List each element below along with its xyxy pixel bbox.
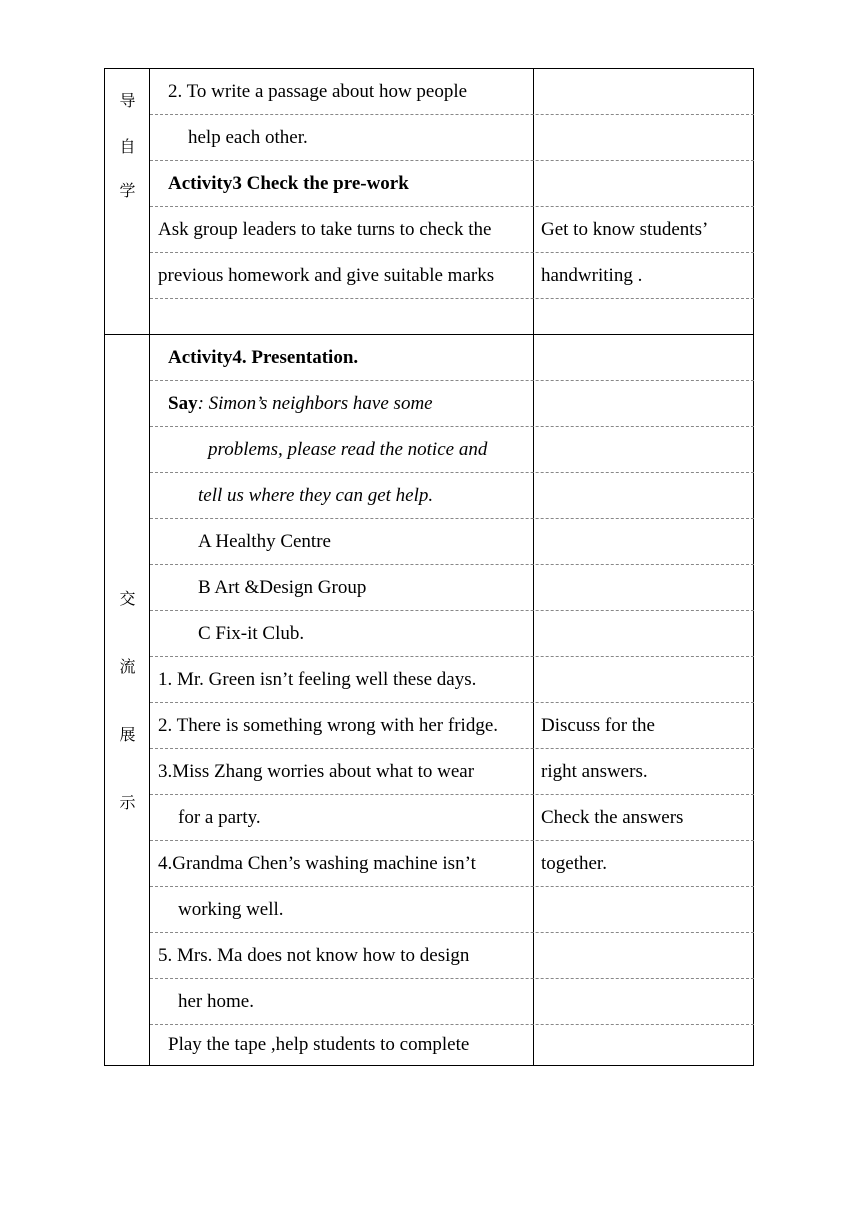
purpose-cell	[534, 1025, 754, 1065]
activity-cell: Ask group leaders to take turns to check the	[158, 218, 492, 240]
table-row	[150, 427, 754, 473]
table-row	[150, 69, 754, 115]
purpose-cell: Discuss for the	[541, 714, 655, 736]
activity-cell: Play the tape ,help students to complete	[168, 1034, 470, 1055]
option-b: B Art &Design Group	[198, 576, 367, 598]
table-row	[150, 795, 754, 841]
activity-heading: Activity3 Check the pre-work	[168, 172, 409, 194]
purpose-cell	[534, 299, 754, 334]
purpose-cell: Get to know students’	[541, 218, 709, 240]
activity-cell: tell us where they can get help.	[198, 484, 434, 506]
purpose-cell: right answers.	[541, 760, 648, 782]
table-row	[150, 207, 754, 253]
purpose-cell	[534, 519, 754, 564]
table-row	[150, 657, 754, 703]
purpose-cell	[534, 115, 754, 160]
side-char: 交	[119, 589, 136, 608]
table-row	[150, 253, 754, 299]
table-row	[150, 1025, 754, 1065]
purpose-cell	[534, 427, 754, 472]
side-char: 自	[119, 137, 136, 156]
table-row	[150, 979, 754, 1025]
option-c: C Fix-it Club.	[198, 622, 305, 644]
question-4-continued: working well.	[178, 898, 284, 920]
say-text: : Simon’s neighbors have some	[197, 392, 433, 414]
table-row	[150, 381, 754, 427]
purpose-cell	[534, 933, 754, 978]
table-row	[150, 335, 754, 381]
purpose-cell: handwriting .	[541, 264, 643, 286]
purpose-cell	[534, 381, 754, 426]
activity-cell	[150, 381, 533, 426]
question-3: 3.Miss Zhang worries about what to wear	[158, 760, 475, 782]
purpose-cell	[534, 565, 754, 610]
side-char: 展	[119, 725, 136, 744]
activity-heading: Activity4. Presentation.	[168, 346, 359, 368]
say-label: Say	[168, 392, 198, 414]
table-row	[150, 703, 754, 749]
question-4: 4.Grandma Chen’s washing machine isn’t	[158, 852, 476, 874]
activity-cell: previous homework and give suitable marks	[158, 264, 495, 286]
activity-cell: help each other.	[188, 126, 308, 148]
activity-cell: 2. To write a passage about how people	[168, 80, 468, 102]
purpose-cell	[534, 473, 754, 518]
section-label-presentation	[105, 335, 150, 1065]
purpose-cell: Check the answers	[541, 806, 684, 828]
section-self-study	[105, 69, 753, 335]
purpose-cell	[534, 611, 754, 656]
side-char: 导	[119, 91, 136, 110]
purpose-cell: together.	[541, 852, 607, 874]
table-row	[150, 473, 754, 519]
section-presentation	[105, 335, 753, 1065]
side-char: 学	[119, 181, 136, 200]
question-5: 5. Mrs. Ma does not know how to design	[158, 944, 470, 966]
table-row	[150, 749, 754, 795]
activity-cell: problems, please read the notice and	[208, 438, 488, 460]
table-row	[150, 887, 754, 933]
side-char: 示	[119, 793, 136, 812]
question-5-continued: her home.	[178, 990, 254, 1012]
section-label-self-study	[105, 69, 150, 334]
question-1: 1. Mr. Green isn’t feeling well these days.	[158, 668, 477, 690]
side-char: 流	[119, 657, 136, 676]
purpose-cell	[534, 161, 754, 206]
table-row	[150, 299, 754, 334]
table-row	[150, 519, 754, 565]
question-3-continued: for a party.	[178, 806, 261, 828]
purpose-cell	[534, 335, 754, 380]
lesson-plan-table	[104, 68, 754, 1066]
question-2: 2. There is something wrong with her fridge.	[158, 714, 498, 736]
table-row	[150, 115, 754, 161]
option-a: A Healthy Centre	[198, 530, 331, 552]
table-row	[150, 565, 754, 611]
table-row	[150, 933, 754, 979]
table-row	[150, 611, 754, 657]
purpose-cell	[534, 887, 754, 932]
table-row	[150, 841, 754, 887]
table-row	[150, 161, 754, 207]
purpose-cell	[534, 979, 754, 1024]
activity-cell	[150, 299, 533, 334]
purpose-cell	[534, 69, 754, 114]
purpose-cell	[534, 657, 754, 702]
